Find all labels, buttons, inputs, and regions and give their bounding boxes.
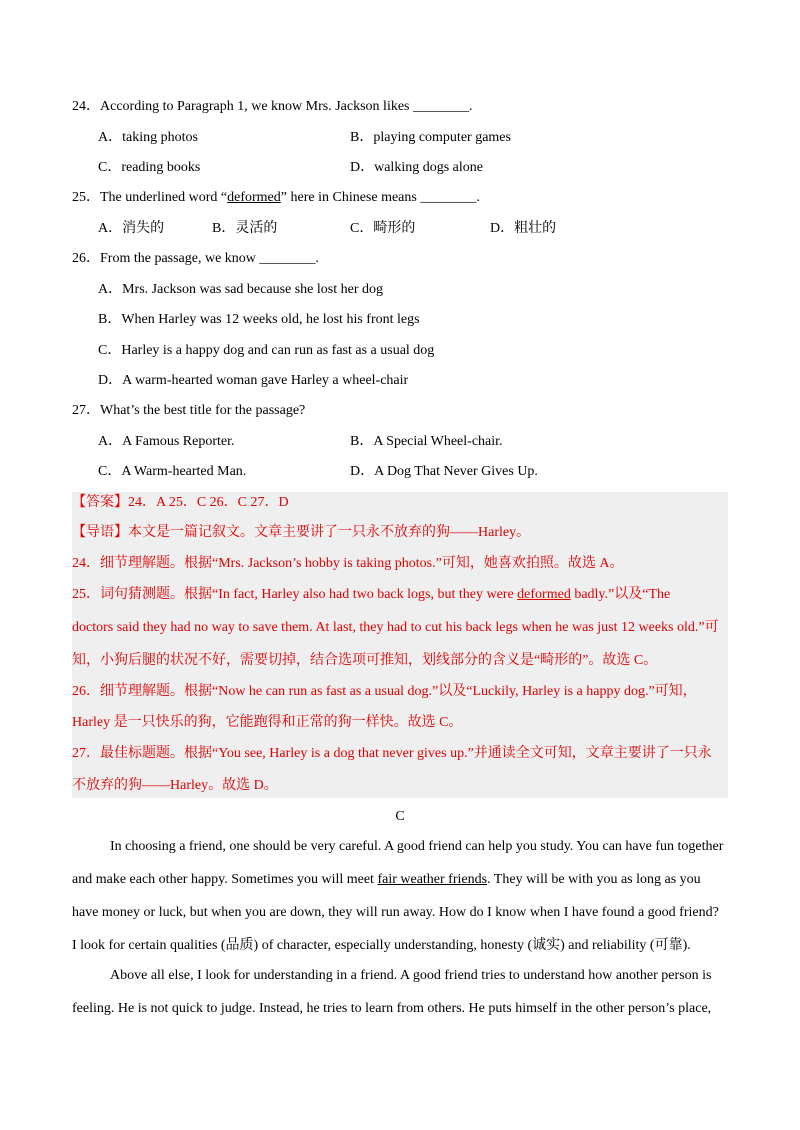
q26-option-c: C．Harley is a happy dog and can run as fast as a usual dog <box>98 343 435 358</box>
exp25-underlined-word: deformed <box>517 587 571 602</box>
q24-option-d: D．walking dogs alone <box>350 160 483 175</box>
explanation-25-line3: 知，小狗后腿的状况不好，需要切掉，结合选项可推知，划线部分的含义是“畸形的”。故选 C。 <box>72 653 658 668</box>
guide-summary: 【导语】本文是一篇记叙文。文章主要讲了一只永不放弃的狗——Harley。 <box>72 525 531 540</box>
q25-stem-post: ” here in Chinese means ________. <box>280 190 480 205</box>
q27-option-a: A．A Famous Reporter. <box>98 434 235 449</box>
q25-option-a: A．消失的 <box>98 221 165 236</box>
passage-l2-post: . They will be with you as long as you <box>487 872 701 887</box>
q25-underlined-word: deformed <box>227 190 281 205</box>
q25-option-c: C．畸形的 <box>350 221 416 236</box>
passage-line-2 <box>72 871 701 889</box>
explanation-25-line1 <box>72 586 670 604</box>
passage-underlined-phrase: fair weather friends <box>377 872 488 887</box>
passage-line-6: feeling. He is not quick to judge. Instead, he tries to learn from others. He puts himself in the other person’s place, <box>72 1001 712 1016</box>
question-25-stem <box>72 189 480 207</box>
q24-option-c: C．reading books <box>98 160 201 175</box>
q26-option-a: A．Mrs. Jackson was sad because she lost her dog <box>98 282 383 297</box>
exp25-pre: 25．词句猜测题。根据“In fact, Harley also had two back logs, but they were <box>72 587 518 602</box>
q27-option-c: C．A Warm-hearted Man. <box>98 464 247 479</box>
q25-option-d: D．粗壮的 <box>490 221 557 236</box>
q24-option-a: A．taking photos <box>98 130 198 145</box>
q26-option-d: D．A warm-hearted woman gave Harley a wheel-chair <box>98 373 409 388</box>
explanation-26-line1: 26．细节理解题。根据“Now he can run as fast as a usual dog.”以及“Luckily, Harley is a happy dog.”可知， <box>72 684 697 699</box>
q26-option-b: B．When Harley was 12 weeks old, he lost his front legs <box>98 312 420 327</box>
q27-option-b: B．A Special Wheel-chair. <box>350 434 503 449</box>
explanation-24: 24．细节理解题。根据“Mrs. Jackson’s hobby is taking photos.”可知，她喜欢拍照。故选 A。 <box>72 556 624 571</box>
explanation-27-line1: 27．最佳标题题。根据“You see, Harley is a dog that never gives up.”并通读全文可知，文章主要讲了一只永 <box>72 746 712 761</box>
passage-line-4: I look for certain qualities (品质) of character, especially understanding, honesty (诚实) and reliability (可靠). <box>72 938 691 953</box>
exp25-post: badly.”以及“The <box>570 587 671 602</box>
q25-option-b: B．灵活的 <box>212 221 278 236</box>
section-label: C <box>395 809 405 824</box>
question-26-stem: 26．From the passage, we know ________. <box>72 251 319 266</box>
q24-option-b: B．playing computer games <box>350 130 511 145</box>
q27-option-d: D．A Dog That Never Gives Up. <box>350 464 538 479</box>
q25-stem-pre: 25．The underlined word “ <box>72 190 228 205</box>
passage-line-3: have money or luck, but when you are down, they will run away. How do I know when I have found a good friend? <box>72 905 719 920</box>
explanation-25-line2: doctors said they had no way to save them. At last, they had to cut his back legs when he was just 12 weeks old.”可 <box>72 620 719 635</box>
passage-line-1: In choosing a friend, one should be very careful. A good friend can help you study. You can have fun together <box>110 839 724 854</box>
question-24-stem: 24．According to Paragraph 1, we know Mrs. Jackson likes ________. <box>72 99 473 114</box>
explanation-26-line2: Harley 是一只快乐的狗，它能跑得和正常的狗一样快。故选 C。 <box>72 715 463 730</box>
answer-key: 【答案】24．A 25．C 26．C 27．D <box>72 495 289 510</box>
explanation-27-line2: 不放弃的狗——Harley。故选 D。 <box>72 778 278 793</box>
passage-line-5: Above all else, I look for understanding in a friend. A good friend tries to understand how another person is <box>110 968 712 983</box>
passage-l2-pre: and make each other happy. Sometimes you will meet <box>72 872 378 887</box>
question-27-stem: 27．What’s the best title for the passage? <box>72 403 306 418</box>
